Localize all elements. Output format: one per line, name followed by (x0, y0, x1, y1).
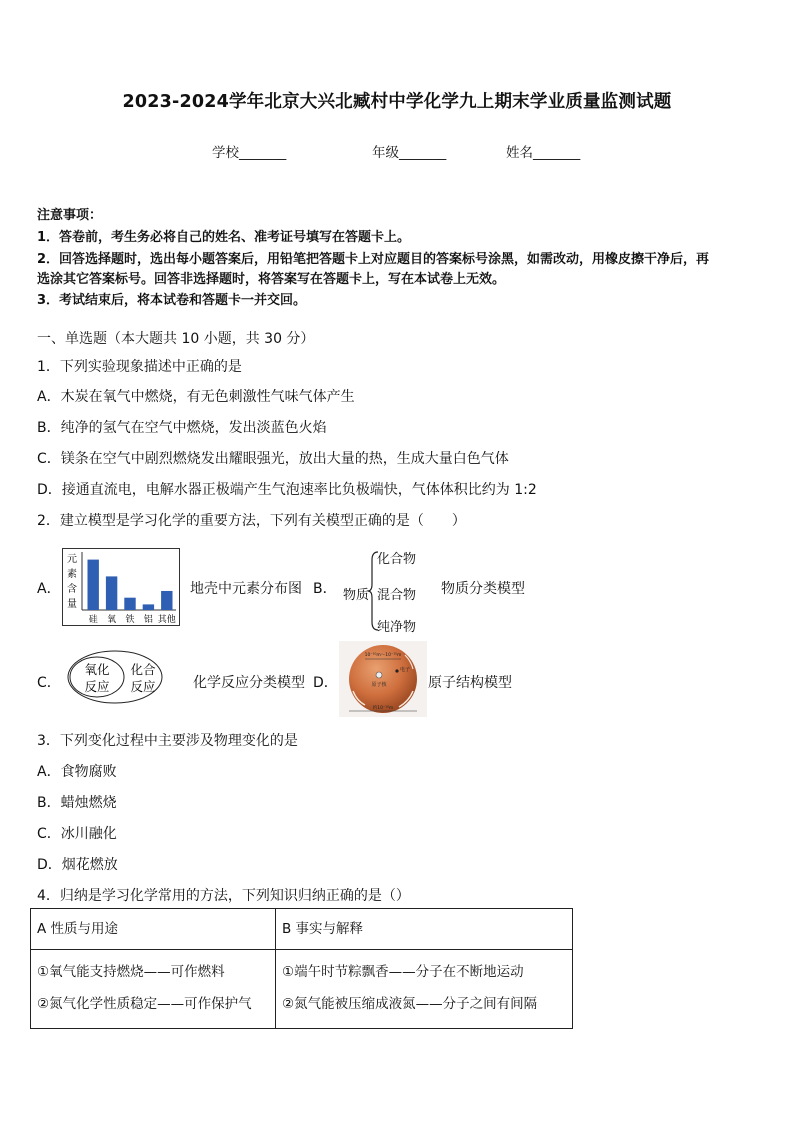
chart-ylabel-char: 含 (67, 584, 77, 595)
question-1-option-d: D．接通直流电，电解水器正极端产生气泡速率比负极端快，气体体积比约为 1:2 (37, 482, 537, 498)
question-3-option-a: A．食物腐败 (37, 764, 117, 780)
question-2-option-b-label: B． (313, 581, 337, 597)
table-header-b: B 事实与解释 (276, 909, 573, 950)
venn-outer-text: 化合 (130, 662, 156, 677)
chart-tick-label: 铝 (143, 615, 153, 625)
atom-label: 约10⁻¹⁰m (372, 706, 394, 711)
question-2-option-d-label: D． (313, 675, 338, 691)
name-field: 姓名_______ (506, 145, 581, 161)
school-field: 学校_______ (212, 145, 287, 161)
chart-ylabel-char: 素 (67, 569, 77, 580)
question-4-table (30, 908, 573, 1029)
question-2-option-c-caption: 化学反应分类模型 (193, 675, 305, 691)
chart-ylabel-char: 元 (67, 554, 77, 565)
chart-tick-label: 硅 (88, 615, 98, 625)
section-heading: 一、单选题（本大题共 10 小题，共 30 分） (37, 331, 315, 347)
grade-field: 年级_______ (372, 145, 447, 161)
question-2-option-b-caption: 物质分类模型 (441, 581, 525, 597)
atom-structure-image (339, 641, 427, 717)
atom-label: 电子 (399, 667, 411, 673)
atom-label: 10⁻¹⁰m～10⁻¹⁵m (364, 653, 402, 658)
chart-tick-label: 其他 (157, 615, 176, 625)
crust-element-bar-chart (62, 548, 180, 626)
question-1-option-a: A．木炭在氧气中燃烧，有无色刺激性气味气体产生 (37, 389, 355, 405)
classification-root: 物质 (343, 588, 370, 603)
question-3-option-b: B．蜡烛燃烧 (37, 795, 117, 811)
reaction-venn-diagram (66, 649, 166, 705)
chart-bar-4 (161, 591, 172, 610)
chart-bar-0 (87, 560, 98, 610)
question-3-option-d: D．烟花燃放 (37, 857, 118, 873)
question-3-option-c: C．冰川融化 (37, 826, 117, 842)
question-2-option-a-caption: 地壳中元素分布图 (190, 581, 302, 597)
chart-tick-label: 氧 (107, 615, 117, 625)
table-cell-line: ②氮气化学性质稳定——可作保护气 (37, 996, 252, 1012)
question-1-option-b: B．纯净的氢气在空气中燃烧，发出淡蓝色火焰 (37, 420, 327, 436)
notice-item: 选涂其它答案标号。回答非选择题时，将答案写在答题卡上，写在本试卷上无效。 (37, 272, 506, 287)
question-2-stem: 2．建立模型是学习化学的重要方法，下列有关模型正确的是（ ） (37, 513, 466, 529)
notice-item: 3．考试结束后，将本试卷和答题卡一并交回。 (37, 293, 307, 308)
chart-bar-3 (143, 604, 154, 610)
table-cell-line: ①氧气能支持燃烧——可作燃料 (37, 964, 225, 980)
question-1-stem: 1．下列实验现象描述中正确的是 (37, 359, 242, 375)
notice-item: 1．答卷前，考生务必将自己的姓名、准考证号填写在答题卡上。 (37, 230, 411, 245)
question-2-option-c-label: C． (37, 675, 61, 691)
venn-inner-text: 反应 (84, 679, 110, 694)
classification-branch: 混合物 (377, 588, 417, 603)
table-cell-b (276, 950, 573, 1029)
classification-branch: 化合物 (377, 552, 417, 567)
question-4-stem: 4．归纳是学习化学常用的方法，下列知识归纳正确的是（） (37, 888, 410, 904)
atom-label: 原子核 (371, 682, 387, 688)
table-cell-line: ②氮气能被压缩成液氮——分子之间有间隔 (282, 996, 538, 1012)
table-cell-line: ①端午时节粽飘香——分子在不断地运动 (282, 964, 524, 980)
question-3-stem: 3．下列变化过程中主要涉及物理变化的是 (37, 733, 298, 749)
venn-outer-text: 反应 (130, 679, 156, 694)
chart-bar-2 (124, 598, 135, 610)
nucleus-mark (376, 672, 382, 678)
notice-item: 2．回答选择题时，选出每小题答案后，用铅笔把答题卡上对应题目的答案标号涂黑，如需改动，用橡皮擦干净后，再 (37, 252, 710, 267)
notice-heading: 注意事项： (37, 208, 103, 223)
question-2-option-d-caption: 原子结构模型 (428, 675, 512, 691)
page-title: 2023-2024学年北京大兴北臧村中学化学九上期末学业质量监测试题 (122, 92, 672, 112)
chart-ylabel-char: 量 (67, 599, 77, 610)
table-cell-a (31, 950, 276, 1029)
chart-bar-1 (106, 576, 117, 610)
chart-tick-label: 铁 (125, 615, 135, 625)
classification-branch: 纯净物 (377, 620, 417, 635)
electron-mark (395, 669, 398, 672)
question-2-option-a-label: A． (37, 581, 61, 597)
table-header-a: A 性质与用途 (31, 909, 276, 950)
question-1-option-c: C．镁条在空气中剧烈燃烧发出耀眼强光，放出大量的热，生成大量白色气体 (37, 451, 509, 467)
venn-inner-text: 氧化 (84, 662, 110, 677)
